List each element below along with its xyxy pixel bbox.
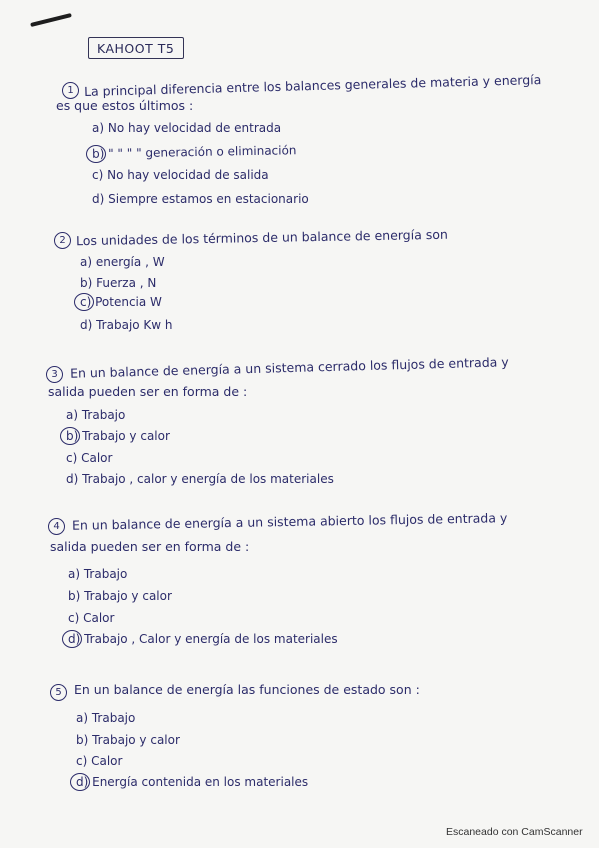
question-number-1: 1 [62,82,79,99]
question-3-option-b: b) Trabajo y calor [66,429,170,443]
question-4-option-c: c) Calor [68,611,115,625]
question-4-option-b: b) Trabajo y calor [68,589,172,603]
question-5-option-c: c) Calor [76,754,123,768]
question-3-option-a: a) Trabajo [66,408,126,422]
question-1-option-a: a) No hay velocidad de entrada [92,121,282,135]
question-1-text-line2: es que estos últimos : [56,98,194,113]
question-4-option-a: a) Trabajo [68,567,128,581]
question-number-2: 2 [54,232,71,249]
question-2-text-line1: Los unidades de los términos de un balance de energía son [75,226,448,249]
question-1-option-b: b) " " " " generación o eliminación [91,143,297,161]
question-number-5: 5 [50,684,67,701]
question-3-option-d: d) Trabajo , calor y energía de los materiales [66,472,334,486]
question-3-text-line2: salida pueden ser en forma de : [48,384,248,399]
question-4-text-line2: salida pueden ser en forma de : [50,539,250,554]
question-1-option-c: c) No hay velocidad de salida [92,168,269,182]
question-2-option-b: b) Fuerza , N [80,276,157,290]
question-4-option-d: d) Trabajo , Calor y energía de los materiales [68,632,338,646]
question-4-text-line1: En un balance de energía a un sistema abierto los flujos de entrada y [71,510,508,533]
question-2-option-c: c) Potencia W [80,295,162,309]
question-1-text-line1: La principal diferencia entre los balances generales de materia y energía [83,72,542,99]
question-number-3: 3 [46,366,63,383]
page-title: KAHOOT T5 [88,37,184,59]
question-3-text-line1: En un balance de energía a un sistema cerrado los flujos de entrada y [69,354,509,381]
question-5-option-d: d) Energía contenida en los materiales [76,775,309,789]
pen-stroke-mark [30,13,72,27]
question-5-option-a: a) Trabajo [76,711,136,725]
question-5-text-line1: En un balance de energía las funciones de estado son : [74,682,420,697]
question-5-option-b: b) Trabajo y calor [76,733,180,747]
question-2-option-a: a) energía , W [80,255,165,269]
question-3-option-c: c) Calor [66,451,113,465]
question-number-4: 4 [48,518,65,535]
scanner-watermark: Escaneado con CamScanner [446,826,583,838]
question-2-option-d: d) Trabajo Kw h [80,318,173,332]
question-1-option-d: d) Siempre estamos en estacionario [92,192,309,206]
